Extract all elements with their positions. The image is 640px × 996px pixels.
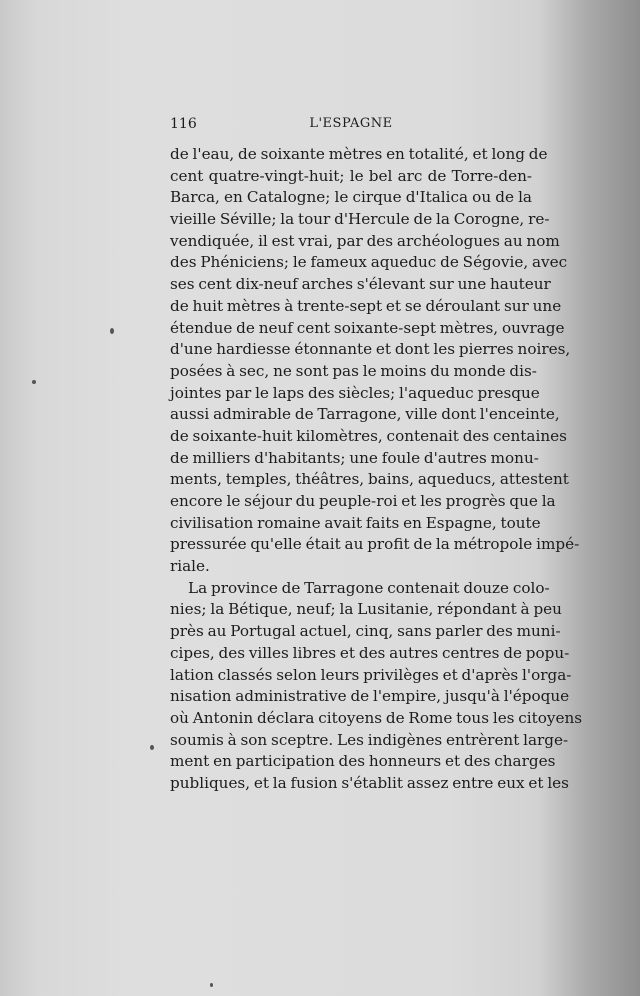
- text-line: de l'eau, de soixante mètres en totalité, et long de: [170, 145, 548, 163]
- text-line: vieille Séville; la tour d'Hercule de la Corogne, re-: [170, 210, 550, 229]
- text-line: près au Portugal actuel, cinq, sans parler des muni-: [170, 622, 561, 641]
- scan-speck: [210, 983, 213, 987]
- text-line: encore le séjour du peuple-roi et les progrès que la: [170, 492, 556, 510]
- text-line: de milliers d'habitants; une foule d'autres monu-: [170, 448, 539, 467]
- text-line: posées à sec, ne sont pas le moins du monde dis-: [170, 361, 537, 380]
- text-line: où Antonin déclara citoyens de Rome tous les citoyens: [170, 708, 583, 727]
- text-line: Barca, en Catalogne; le cirque d'Italica ou de la: [170, 188, 532, 207]
- text-line: ment en participation des honneurs et des charges: [170, 752, 556, 771]
- running-header: [170, 116, 532, 134]
- text-line: jointes par le laps des siècles; l'aqueduc presque: [170, 383, 540, 402]
- text-line: pressurée qu'elle était au profit de la métropole impé-: [170, 535, 580, 554]
- text-line: d'une hardiesse étonnante et dont les pierres noires,: [170, 340, 571, 359]
- text-line: nisation administrative de l'empire, jusqu'à l'époque: [170, 687, 570, 706]
- text-line: cent quatre-vingt-huit; le bel arc de Torre-den-: [170, 166, 532, 185]
- running-head-title: L'ESPAGNE: [309, 116, 393, 131]
- text-line: de huit mètres à trente-sept et se déroulant sur une: [170, 296, 562, 315]
- body-text: [170, 144, 583, 795]
- paragraph-start-line: La province de Tarragone contenait douze colo-: [188, 578, 550, 597]
- page-number: 116: [170, 116, 197, 132]
- text-line: de soixante-huit kilomètres, contenait des centaines: [170, 426, 567, 445]
- text-line: nies; la Bétique, neuf; la Lusitanie, répondant à peu: [170, 600, 562, 619]
- text-line: riale.: [170, 557, 210, 576]
- text-line: vendiquée, il est vrai, par des archéologues au nom: [170, 231, 560, 250]
- scan-speck: [110, 328, 114, 334]
- text-line: lation classés selon leurs privilèges et d'après l'orga-: [170, 665, 572, 684]
- text-line: soumis à son sceptre. Les indigènes entrèrent large-: [170, 730, 569, 749]
- text-line: des Phéniciens; le fameux aqueduc de Ségovie, avec: [170, 253, 568, 272]
- text-line: étendue de neuf cent soixante-sept mètres, ouvrage: [170, 318, 565, 337]
- text-line: ments, temples, théâtres, bains, aqueducs, attestent: [170, 470, 569, 489]
- scan-speck: [150, 745, 154, 750]
- text-line: cipes, des villes libres et des autres centres de popu-: [170, 643, 570, 662]
- text-line: civilisation romaine avait faits en Espagne, toute: [170, 513, 541, 532]
- text-line: ses cent dix-neuf arches s'élevant sur une hauteur: [170, 275, 551, 294]
- scan-speck: [32, 380, 36, 384]
- text-line: publiques, et la fusion s'établit assez entre eux et les: [170, 773, 569, 792]
- text-line: aussi admirable de Tarragone, ville dont l'enceinte,: [170, 405, 560, 424]
